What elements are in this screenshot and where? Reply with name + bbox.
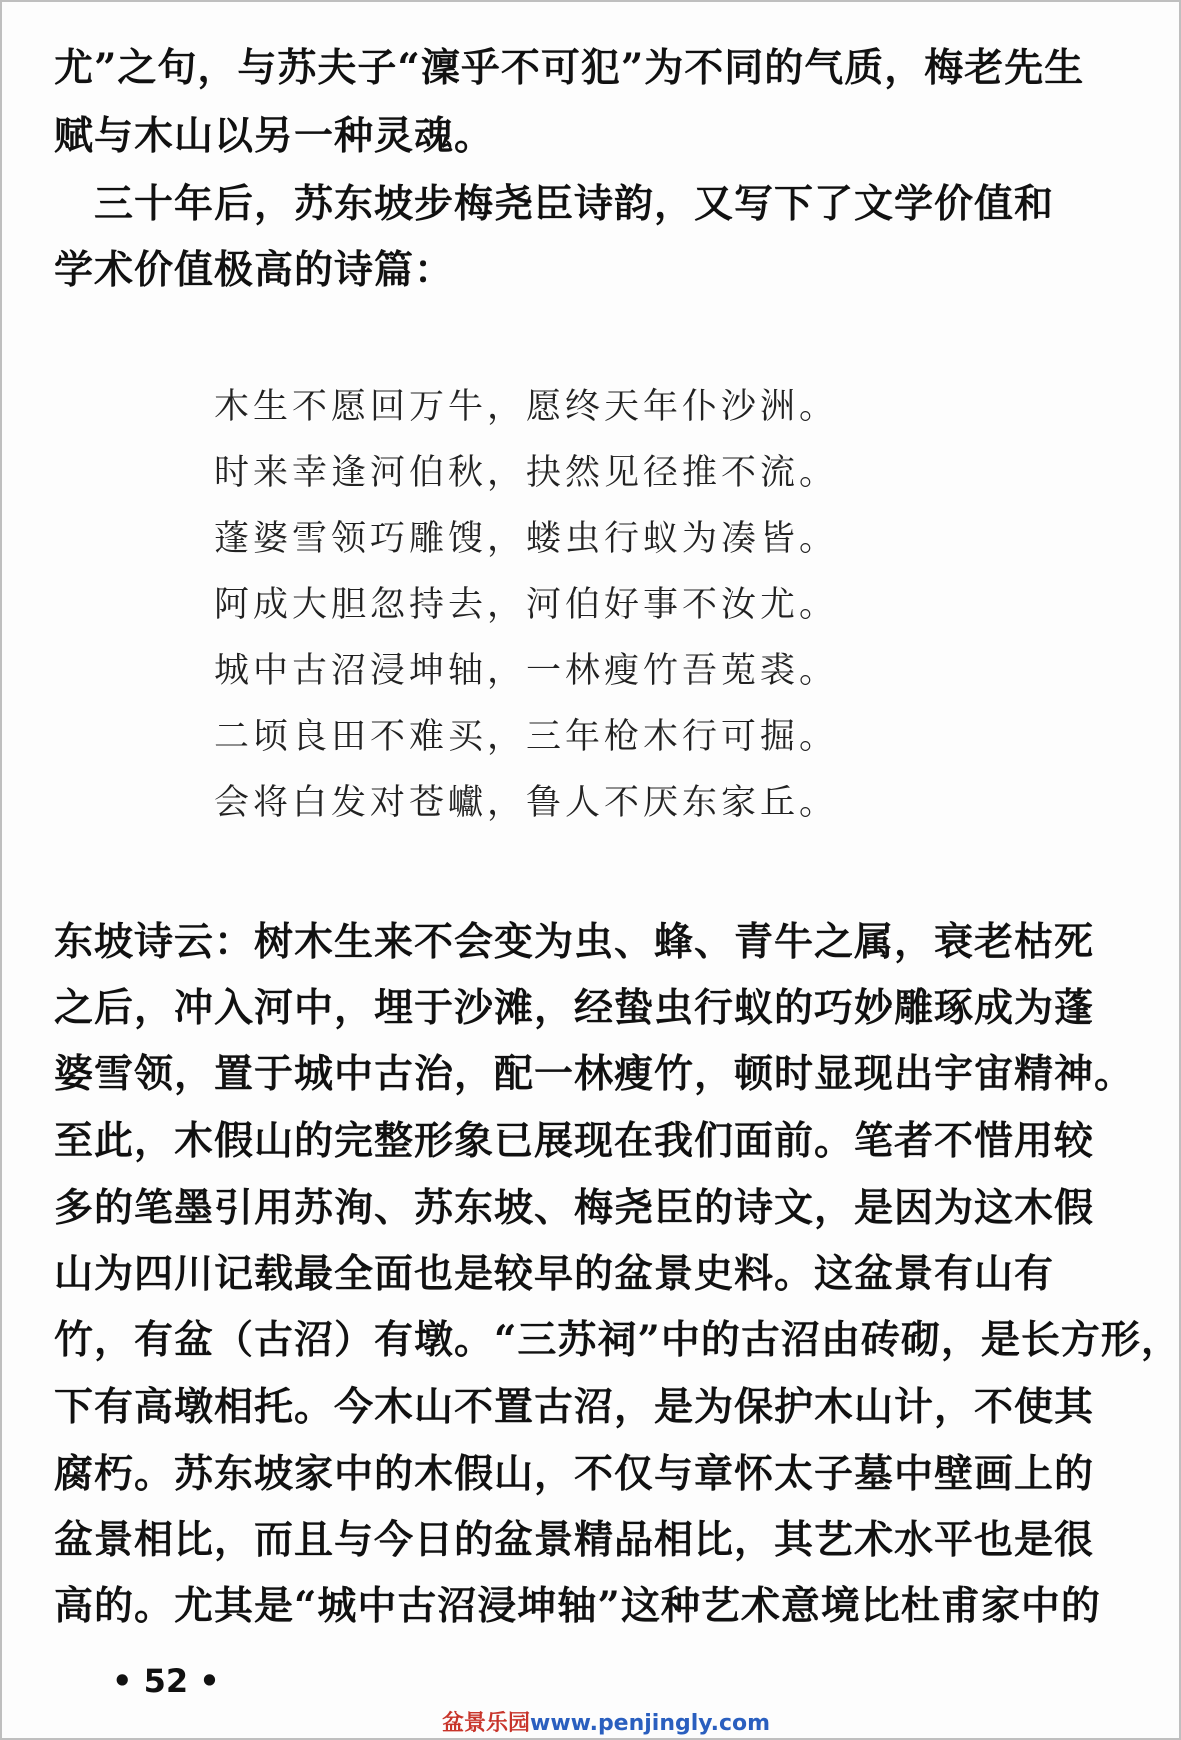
intro-line-3: 三十年后，苏东坡步梅尧臣诗韵，又写下了文学价值和: [54, 181, 1055, 227]
body-line-1: 东坡诗云：树木生来不会变为虫、蜂、青牛之属，衰老枯死: [54, 919, 1095, 965]
poem-line-7: 会将白发对苍巘，鲁人不厌东家丘。: [214, 783, 839, 823]
poem-block: [214, 374, 838, 836]
body-line-5: 多的笔墨引用苏洵、苏东坡、梅尧臣的诗文，是因为这木假: [54, 1185, 1095, 1231]
poem-line-4: 阿成大胆忽持去，河伯好事不汝尤。: [214, 585, 839, 625]
poem-line-6: 二顷良田不难买，三年枪木行可掘。: [214, 717, 839, 757]
watermark-site-name: 盆景乐园: [442, 1711, 531, 1736]
watermark-url: www.penjingly.com: [530, 1711, 771, 1736]
intro-line-4: 学术价值极高的诗篇：: [54, 247, 455, 293]
intro-line-2: 赋与木山以另一种灵魂。: [54, 113, 495, 159]
poem-line-2: 时来幸逢河伯秋，抉然见径推不流。: [214, 453, 839, 493]
poem-line-1: 木生不愿回万牛，愿终天年仆沙洲。: [214, 387, 839, 427]
poem-line-3: 蓬婆雪领巧雕馊，蝼虫行蚁为凑皆。: [214, 519, 839, 559]
body-line-2: 之后，冲入河中，埋于沙滩，经蛰虫行蚁的巧妙雕琢成为蓬: [54, 985, 1095, 1031]
body-line-6: 山为四川记载最全面也是较早的盆景史料。这盆景有山有: [54, 1251, 1055, 1297]
body-line-7: 竹，有盆（古沼）有墩。“三苏祠”中的古沼由砖砌，是长方形，: [54, 1317, 1181, 1363]
body-line-11: 高的。尤其是“城中古沼浸坤轴”这种艺术意境比杜甫家中的: [54, 1583, 1101, 1629]
body-line-10: 盆景相比，而且与今日的盆景精品相比，其艺术水平也是很: [54, 1517, 1095, 1563]
body-line-4: 至此，木假山的完整形象已展现在我们面前。笔者不惜用较: [54, 1118, 1095, 1164]
poem-line-5: 城中古沼浸坤轴，一林瘦竹吾莵裘。: [214, 651, 839, 691]
body-line-3: 婆雪领，置于城中古治，配一林瘦竹，顿时显现出宇宙精神。: [54, 1051, 1135, 1097]
intro-line-1: 尤”之句，与苏夫子“澟乎不可犯”为不同的气质，梅老先生: [54, 45, 1085, 91]
page-number: • 52 •: [112, 1662, 220, 1700]
body-line-8: 下有高墩相托。今木山不置古沼，是为保护木山计，不使其: [54, 1384, 1095, 1430]
site-watermark: [442, 1706, 770, 1737]
body-line-9: 腐朽。苏东坡家中的木假山，不仅与章怀太子墓中壁画上的: [54, 1451, 1095, 1497]
